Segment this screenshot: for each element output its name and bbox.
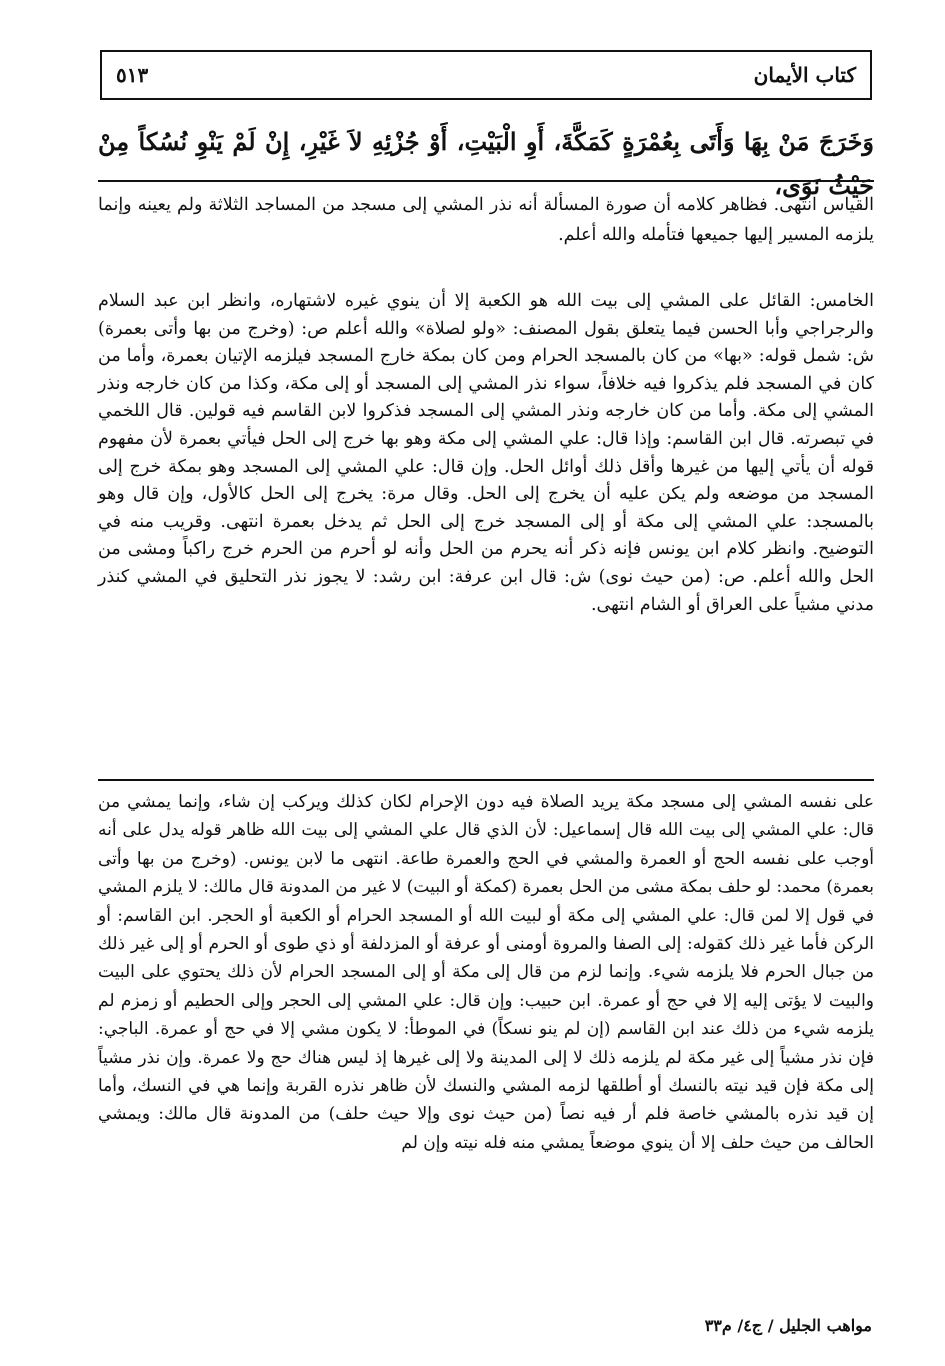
separator-rule-top <box>98 180 874 182</box>
sharh-intro <box>98 190 874 250</box>
page-number: ٥١٣ <box>116 63 149 87</box>
running-header <box>100 50 872 100</box>
hashiya-footnote <box>98 788 874 1157</box>
sharh-intro-paragraph: القياس انتهى. فظاهر كلامه أن صورة المسألة أنه نذر المشي إلى مسجد من المساجد الثلاثة ولم يعينه وإنما يلزمه المسير إليها جميعها فتأمله والله أعلم. <box>98 195 874 245</box>
signature-footer: مواهب الجليل / ج٤/ م٣٣ <box>704 1316 872 1335</box>
hashiya-paragraph: على نفسه المشي إلى مسجد مكة يريد الصلاة فيه دون الإحرام لكان كذلك ويركب إن شاء، وإنما يمشي من قال: علي المشي إلى بيت الله قال إسماعيل: لأن الذي قال علي المشي إلى بيت الله ظاهر قوله يدل على أنه أوجب على نفسه الحج أو العمرة والمشي في الحج والعمرة طاعة. انتهى ما لابن يونس. (وخرج من بها وأتى بعمرة) محمد: لو حلف بمكة مشى من الحل بعمرة (كمكة أو البيت) لا غير من المدونة قال مالك: لا يلزم المشي في قول إلا لمن قال: علي المشي إلى مكة أو لبيت الله أو المسجد الحرام أو الكعبة أو الحجر. ابن القاسم: أو الركن فأما غير ذلك كقوله: إلى الصفا والمروة أومنى أو عرفة أو المزدلفة أو ذي طوى أو الحرم أو إلى غير ذلك من جبال الحرم فلا يلزمه شيء. وإنما لزم من قال إلى مكة أو إلى المسجد الحرام لأن ذلك يحتوي على البيت والبيت لا يؤتى إليه إلا في حج أو عمرة. ابن حبيب: وإن قال: علي المشي إلى الحجر وإلى الحطيم أو زمزم لم يلزمه شيء من ذلك عند ابن القاسم (إن لم ينو نسكاً) في الموطأ: لا يكون مشي إلا في حج أو عمرة. الباجي: فإن نذر مشياً إلى غير مكة لم يلزمه ذلك لا إلى المدينة ولا إلى غيرها إذ ليس هناك حج ولا عمرة. وإن نذر مشياً إلى مكة فإن قيد نيته بالنسك أو أطلقها لزمه المشي والنسك لأن ظاهر نذره القربة وإنما هي في النسك، وأما إن قيد نذره بالمشي خاصة فلم أر فيه نصاً (من حيث نوى وإلا حيث حلف) من المدونة قال مالك: ويمشي الحالف من حيث حلف إلا أن ينوي موضعاً يمشي منه فله نيته وإن لم <box>98 792 875 1153</box>
separator-rule-hashiya <box>98 779 874 781</box>
sharh-main <box>98 288 874 619</box>
matn-text: وَخَرَجَ مَنْ بِهَا وَأَتَى بِعُمْرَةٍ كَمَكَّةَ، أَوِ الْبَيْتِ، أَوْ جُزْئِهِ لاَ غَيْرِ، إِنْ لَمْ يَنْوِ نُسُكاً مِنْ حَيْثُ نَوَى، <box>98 127 874 200</box>
sharh-paragraph: الخامس: القائل على المشي إلى بيت الله هو الكعبة إلا أن ينوي غيره لاشتهاره، وانظر ابن عبد السلام والرجراجي وأبا الحسن فيما يتعلق بقول المصنف: «ولو لصلاة» والله أعلم ص: (وخرج من بها وأتى بعمرة) ش: شمل قوله: «بها» من كان بالمسجد الحرام ومن كان بمكة خارج المسجد فيلزمه الإتيان بعمرة، وأما من كان في المسجد فلم يذكروا فيه خلافاً، سواء نذر المشي إلى المسجد أو إلى مكة، وكذا من كان خارجه ونذر المشي إلى مكة. وأما من كان خارجه ونذر المشي إلى المسجد فذكروا لابن القاسم فيه قولين. قال اللخمي في تبصرته. قال ابن القاسم: وإذا قال: علي المشي إلى مكة وهو بها خرج إلى الحل فيأتي بعمرة لأن مفهوم قوله أن يأتي إليها من غيرها وأقل ذلك أوائل الحل. وإن قال: علي المشي إلى المسجد وهو بمكة خرج إلى المسجد من موضعه ولم يكن عليه أن يخرج إلى الحل. وقال مرة: يخرج إلى الحل كالأول، وإن قال وهو بالمسجد: علي المشي إلى مكة أو إلى المسجد خرج إلى الحل ثم يدخل بعمرة انتهى. وقريب منه في التوضيح. وانظر كلام ابن يونس فإنه ذكر أنه يحرم من الحل وأنه لو أحرم من الحرم خرج راكباً ومشى من الحل والله أعلم. ص: (من حيث نوى) ش: قال ابن عرفة: ابن رشد: لا يجوز نذر التحليق في المشي كنذر مدني مشياً على العراق أو الشام انتهى. <box>98 291 874 615</box>
chapter-title: كتاب الأيمان <box>753 63 856 87</box>
